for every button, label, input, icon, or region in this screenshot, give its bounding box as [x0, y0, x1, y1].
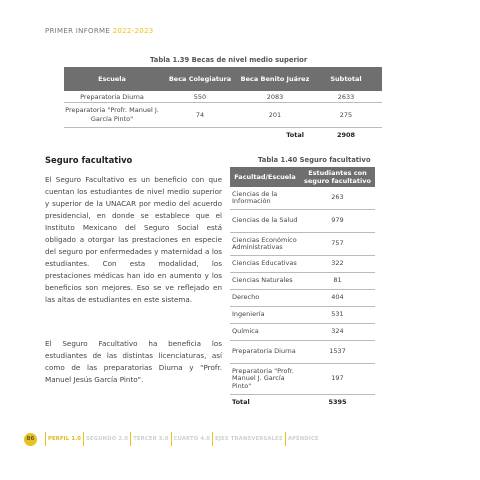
table-cell: 324: [300, 324, 375, 341]
total-value: 2908: [336, 131, 356, 139]
footer-link-segundo[interactable]: SEGUNDO 2.0: [86, 436, 129, 442]
footer-link-tercer[interactable]: TERCER 3.0: [133, 436, 169, 442]
column-header: Facultad/Escuela: [230, 167, 300, 187]
table-seguro-facultativo: [230, 167, 375, 411]
table-cell: Preparatoria "Profr. Manuel J. García Pinto": [64, 103, 160, 128]
table-cell: 979: [300, 210, 375, 233]
table-row: [230, 364, 375, 395]
table-row: [64, 103, 382, 128]
table-cell: 201: [240, 103, 310, 128]
table-cell: 81: [300, 273, 375, 290]
footer-nav: [24, 432, 319, 446]
footer-link-perfil[interactable]: PERFIL 1.0: [48, 436, 82, 442]
footer-link-cuarto[interactable]: CUARTO 4.0: [173, 436, 211, 442]
paragraph: El Seguro Facultativo es un beneficio con que cuentan los estudiantes de nivel medio superior y superior de la UNACAR por medio del acuerdo presidencial, en donde se establece que el Instituto Mexicano del Seguro Social está obligado a otorgar las prestaciones en especie del seguro por enfermedades y maternidad a los estudiantes. Con esta modalidad, los prestaciones médicas han ido en aumento y los beneficios son mejores. Eso se ve reflejado en las altas de estudiantes en este sistema.: [45, 175, 222, 304]
table-header-row: [230, 167, 375, 187]
table-cell: Química: [230, 324, 300, 341]
table-cell: 2633: [310, 91, 382, 103]
table-cell: Ciencias de la Salud: [230, 210, 300, 233]
section-title: Seguro facultativo: [45, 155, 133, 165]
table-row: [230, 273, 375, 290]
paragraph: El Seguro Facultativo ha beneficia los estudiantes de las distintas licenciaturas, así como de las preparatorias Diurna y "Profr. Manuel Jesús García Pinto".: [45, 339, 222, 384]
column-header: Estudiantes con seguro facultativo: [300, 167, 375, 187]
header-title: PRIMER INFORME: [45, 27, 111, 35]
table-header-row: [64, 67, 382, 91]
table-cell: 550: [160, 91, 240, 103]
table-cell: 322: [300, 256, 375, 273]
column-header: Subtotal: [310, 67, 382, 91]
table-cell: Derecho: [230, 290, 300, 307]
table-row: [230, 187, 375, 210]
table-cell: 275: [310, 103, 382, 128]
table-cell: Ciencias Naturales: [230, 273, 300, 290]
header-years: 2022-2023: [112, 27, 154, 35]
table-row: [230, 210, 375, 233]
table-row: [230, 341, 375, 364]
column-header: Escuela: [64, 67, 160, 91]
table-row: [230, 233, 375, 256]
table-row: [64, 91, 382, 103]
table-row: [230, 290, 375, 307]
footer-link-apendice[interactable]: APÉNDICE: [287, 436, 319, 442]
table-cell: 74: [160, 103, 240, 128]
table-cell: Ingeniería: [230, 307, 300, 324]
table-cell: Preparatoria Diurna: [230, 341, 300, 364]
table-cell: 1537: [300, 341, 375, 364]
column-header: Beca Benito Juárez: [240, 67, 310, 91]
table-total-row: [230, 395, 375, 412]
table-cell: 757: [300, 233, 375, 256]
footer-link-ejes[interactable]: EJES TRANSVERSALES: [215, 436, 283, 442]
table-cell: Ciencias Económico Administrativas: [230, 233, 300, 256]
table-cell: Ciencias de la Información: [230, 187, 300, 210]
table-cell: 404: [300, 290, 375, 307]
total-label: Total: [232, 398, 250, 407]
table-cell: Preparatoria Diurna: [64, 91, 160, 103]
table-row: [230, 324, 375, 341]
page-number: 86: [24, 433, 37, 446]
table-cell: Preparatoria "Profr. Manuel J. García Pinto": [230, 364, 300, 395]
table-cell: 531: [300, 307, 375, 324]
page-header: [45, 27, 153, 35]
table-row: [230, 256, 375, 273]
table-becas: [64, 67, 382, 142]
table-cell: 263: [300, 187, 375, 210]
table-cell: 2083: [240, 91, 310, 103]
total-label: Total: [286, 131, 304, 139]
table-total-row: [64, 128, 382, 143]
column-header: Beca Colegiatura: [160, 67, 240, 91]
table-140-caption: Tabla 1.40 Seguro facultativo: [258, 156, 371, 164]
table-cell: Ciencias Educativas: [230, 256, 300, 273]
table-row: [230, 307, 375, 324]
total-value: 5395: [328, 398, 347, 407]
table-139-caption: Tabla 1.39 Becas de nivel medio superior: [150, 56, 308, 64]
table-cell: 197: [300, 364, 375, 395]
